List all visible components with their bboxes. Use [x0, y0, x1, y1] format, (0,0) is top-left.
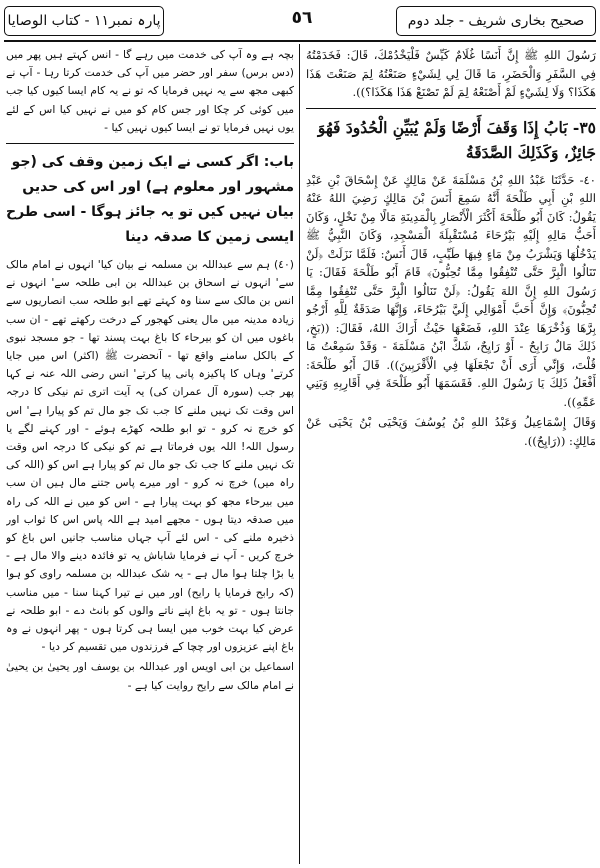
header-section-title-text: پارہ نمبر١١ - کتاب الوصایا: [7, 13, 161, 29]
header-book-title: [396, 6, 596, 36]
header-section-title: [4, 6, 164, 36]
urdu-closing-note: اسماعیل بن ابی اویس اور عبداللہ بن یوسف اور یحییٰ بن یحییٰ نے امام مالک سے رایح روایت کیا ہے -: [6, 660, 294, 692]
urdu-top-paragraph: بچہ ہے وہ آپ کی خدمت میں رہے گا - انس کہتے ہیں پھر میں (دس برس) سفر اور حضر میں آپ کی خدمت کرتا رہا - آپ نے کبھی مجھ سے یہ نہیں فرمایا کہ تو نے یہ کام ایسا کیوں کیا جب میں کوئی کر چکا اور جس کام کو میں نے نہیں کیا اس کے لئے یوں نہیں فرمایا تو نے ایسا کیوں نہیں کیا -: [6, 48, 294, 134]
urdu-separator: [6, 143, 294, 144]
arabic-chapter-title: ٣٥- بَابُ إِذَا وَقَفَ أَرْضًا وَلَمْ يُبَيِّنِ الْحُدُودَ فَهُوَ جَائِزٌ، وَكَذَلِكَ الصَّدَقَةُ: [317, 117, 596, 162]
page-number: ٥٦: [291, 8, 313, 28]
urdu-chapter-title: باب: اگر کسی نے ایک زمین وقف کی (جو مشہور اور معلوم ہے) اور اس کی حدیں بیان نہیں کیں تو یہ جائز ہوگا - اسی طرح ایسی زمین کا صدقہ دینا: [6, 154, 294, 246]
urdu-column: [6, 46, 294, 862]
header-divider: [4, 40, 596, 42]
urdu-hadith-text: (٤٠) ہم سے عبداللہ بن مسلمہ نے بیان کیا' انہوں نے امام مالک سے' انہوں نے اسحاق بن عبداللہ بن ابی طلحہ سے' انہوں نے انس بن مالک سے سنا وہ کہتے تھے ابو طلحہ سب انصاریوں سے زیادہ مدینہ میں مال یعنی کھجور کے درخت رکھتے تھے - ان سب باغوں میں ان کو بیرحاء کا باغ بہت پسند تھا - جو مسجد نبوی کے بالکل سامنے واقع تھا - آنحضرت ﷺ (اکثر) اس میں جایا کرتے' وہاں کا پاکیزہ پانی پیا کرتے' انس رضی اللہ عنہ نے کہا پھر جب (سورہ آل عمران کی) یہ آیت اتری تم نیکی کا درجہ اس وقت تک نہیں ملنے کا جب تک جو مال تم کو پیارا ہے' اس کو خرچ نہ کرو - تو ابو طلحہ کھڑے ہوئے - اور کہنے لگے یا رسول اللہ! اللہ یوں فرماتا ہے تم کو نیکی کا درجہ اس وقت تک نہیں ملنے کا جب تک جو مال تم کو پیارا ہے اس کو (اللہ کی راہ میں) خرچ نہ کرو - اور میرے پاس جتنے مال ہیں ان سب میں بیرحاء مجھ کو بہت پیارا ہے - اس کو میں نے اللہ کی راہ میں صدقہ دیتا ہوں - مجھے امید ہے اللہ پاس اس کا ثواب اور ذخیرہ ملنے کی - اس لئے آپ جہاں مناسب جانیں اس باغ کو خرچ کریں - آپ نے فرمایا شاباش یہ تو فائدہ دینے والا مال ہے - یا بڑا چلتا ہوا مال ہے - یہ شک عبداللہ بن مسلمہ راوی کو ہوا (کہ رابح فرمایا یا رایح) اور میں نے تیرا کہنا سنا - میں مناسب جانتا ہوں - تو یہ باغ اپنے ناتے والوں کو بانٹ دے - ابو طلحہ نے عرض کیا بہت خوب میں ایسا ہی کرتا ہوں - پھر انہوں نے وہ باغ اپنے عزیزوں اور چچا کے فرزندوں میں تقسیم کر دیا -: [6, 258, 294, 654]
header-book-title-text: صحیح بخاری شریف - جلد دوم: [407, 13, 585, 29]
arabic-closing-note: وَقَالَ إِسْمَاعِيلُ وَعَبْدُ اللهِ بْنُ يُوسُفَ وَيَحْيَى بْنُ يَحْيَى عَنْ مَالِكٍ: ((رَايِحٌ)).: [306, 415, 596, 448]
arabic-hadith-text: ٤٠- حَدَّثَنَا عَبْدُ اللهِ بْنُ مَسْلَمَةَ عَنْ مَالِكٍ عَنْ إِسْحَاقَ بْنِ عَبْدِ اللهِ بْنِ أَبِي طَلْحَةَ أَنَّهُ سَمِعَ أَنَسَ بْنَ مَالِكٍ رَضِيَ اللهُ عَنْهُ يَقُولُ: كَانَ أَبُو طَلْحَةَ أَكْثَرَ الْأَنْصَارِ بِالْمَدِينَةِ مَالًا مِنْ نَخْلٍ، وَكَانَ أَحَبُّ مَالِهِ إِلَيْهِ بَيْرُحَاءَ مُسْتَقْبِلَةَ الْمَسْجِدِ، وَكَانَ النَّبِيُّ ﷺ يَدْخُلُهَا وَيَشْرَبُ مِنْ مَاءٍ فِيهَا طَيِّبٍ، قَالَ أَنَسٌ: فَلَمَّا نَزَلَتْ ﴿لَنْ تَنَالُوا الْبِرَّ حَتَّى تُنْفِقُوا مِمَّا تُحِبُّونَ﴾ قَامَ أَبُو طَلْحَةَ فَقَالَ: يَا رَسُولَ اللهِ إِنَّ اللهَ يَقُولُ: ﴿لَنْ تَنَالُوا الْبِرَّ حَتَّى تُنْفِقُوا مِمَّا تُحِبُّونَ﴾ وَإِنَّ أَحَبَّ أَمْوَالِي إِلَيَّ بَيْرُحَاءَ، وَإِنَّهَا صَدَقَةٌ لِلَّهِ أَرْجُو بِرَّهَا وَذُخْرَهَا عِنْدَ اللهِ، فَضَعْهَا حَيْثُ أَرَاكَ اللهُ، فَقَالَ: ((بَخٍ، ذَلِكَ مَالٌ رَابِحٌ - أَوْ رَايِحٌ، شَكَّ ابْنُ مَسْلَمَةَ - وَقَدْ سَمِعْتُ مَا قُلْتَ، وَإِنِّي أَرَى أَنْ تَجْعَلَهَا فِي الْأَقْرَبِينَ)). قَالَ أَبُو طَلْحَةَ: أَفْعَلُ ذَلِكَ يَا رَسُولَ اللهِ. فَقَسَمَهَا أَبُو طَلْحَةَ فِي أَقَارِبِهِ وَبَنِي عَمِّهِ)).: [306, 172, 596, 409]
arabic-column: [306, 46, 596, 862]
arabic-top-paragraph: رَسُولَ اللهِ ﷺ إِنَّ أَنَسًا غُلَامٌ كَيِّسٌ فَلْيَخْدُمْكَ، قَالَ: فَخَدَمْتُهُ فِي السَّفَرِ وَالْحَضَرِ، مَا قَالَ لِي لِشَيْءٍ صَنَعْتُهُ لِمَ صَنَعْتَ هَذَا هَكَذَا؟ وَلَا لِشَيْءٍ لَمْ أَصْنَعْهُ لِمَ لَمْ تَصْنَعْ هَذَا هَكَذَا؟)).: [306, 48, 596, 99]
arabic-separator: [306, 108, 596, 109]
column-divider: [299, 44, 300, 864]
